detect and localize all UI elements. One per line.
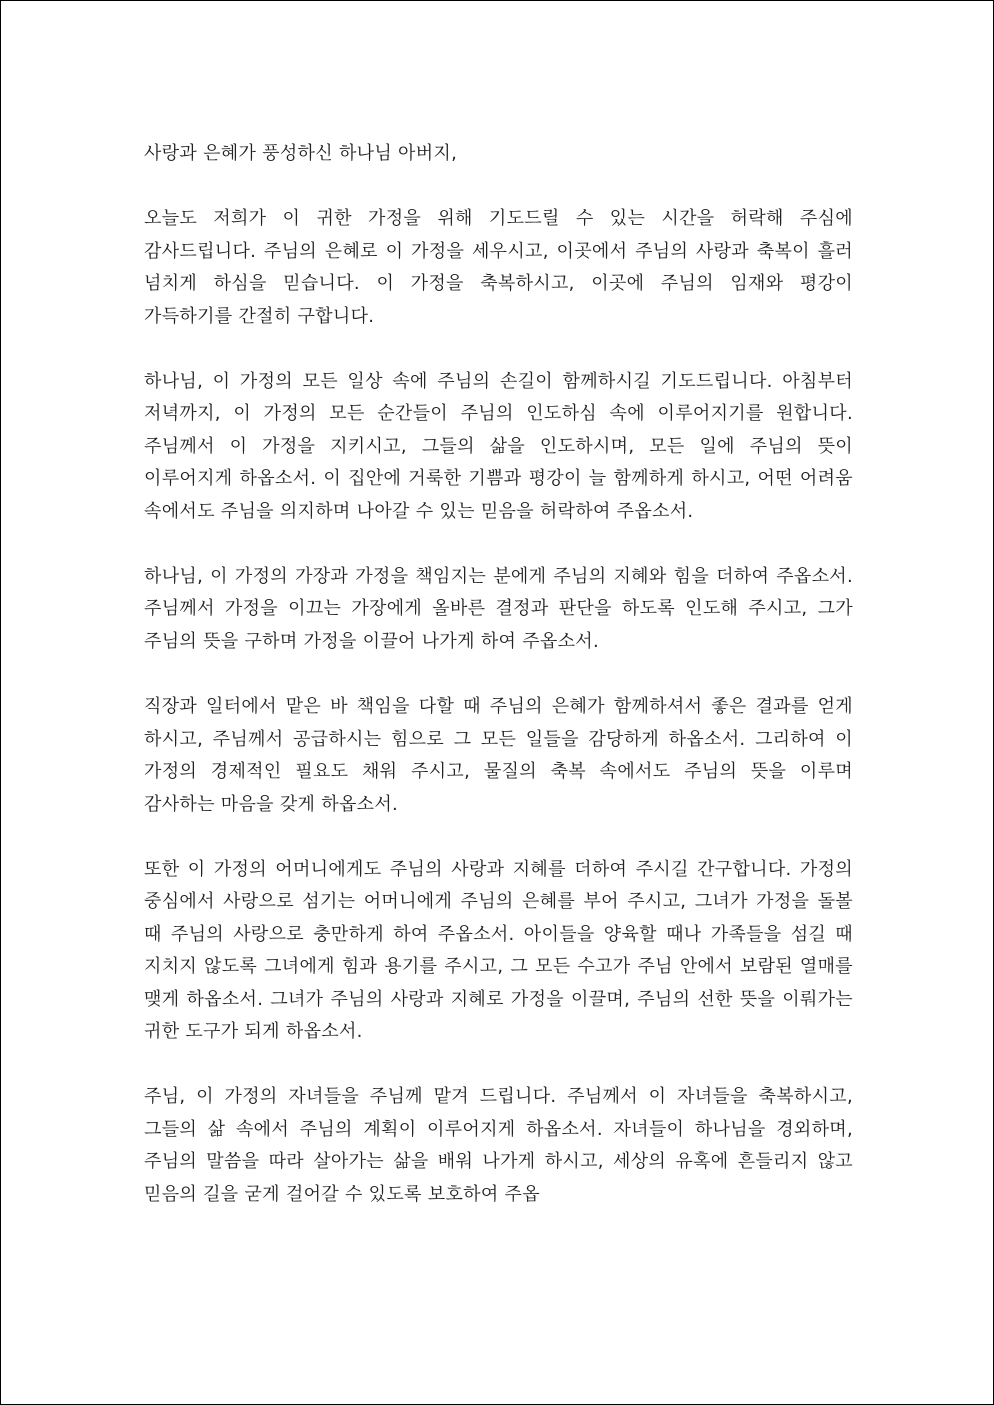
paragraph-children: 주님, 이 가정의 자녀들을 주님께 맡겨 드립니다. 주님께서 이 자녀들을 축복하시고, 그들의 삶 속에서 주님의 계획이 이루어지게 하옵소서. 자녀들이 하나님을 경외하며, 주님의 말씀을 따라 살아가는 삶을 배워 나가게 하시고, 세상의 유혹에 흔들리지 않고 믿음의 길을 굳게 걸어갈 수 있도록 보호하여 주옵 bbox=[144, 1086, 853, 1205]
paragraph-daily-life: 하나님, 이 가정의 모든 일상 속에 주님의 손길이 함께하시길 기도드립니다. 아침부터 저녁까지, 이 가정의 모든 순간들이 주님의 인도하심 속에 이루어지기를 원합니다. 주님께서 이 가정을 지키시고, 그들의 삶을 인도하시며, 모든 일에 주님의 뜻이 이루어지게 하옵소서. 이 집안에 거룩한 기쁨과 평강이 늘 함께하게 하시고, 어떤 어려움 속에서도 주님을 의지하며 나아갈 수 있는 믿음을 허락하여 주옵소서. bbox=[144, 371, 853, 522]
paragraph-head-of-household: 하나님, 이 가정의 가장과 가정을 책임지는 분에게 주님의 지혜와 힘을 더하여 주옵소서. 주님께서 가정을 이끄는 가장에게 올바른 결정과 판단을 하도록 인도해 주시고, 그가 주님의 뜻을 구하며 가정을 이끌어 나가게 하여 주옵소서. bbox=[144, 566, 853, 652]
paragraph-mother: 또한 이 가정의 어머니에게도 주님의 사랑과 지혜를 더하여 주시길 간구합니다. 가정의 중심에서 사랑으로 섬기는 어머니에게 주님의 은혜를 부어 주시고, 그녀가 가정을 돌볼 때 주님의 사랑으로 충만하게 하여 주옵소서. 아이들을 양육할 때나 가족들을 섬길 때 지치지 않도록 그녀에게 힘과 용기를 주시고, 그 모든 수고가 주님 안에서 보람된 열매를 맺게 하옵소서. 그녀가 주님의 사랑과 지혜로 가정을 이끌며, 주님의 선한 뜻을 이뤄가는 귀한 도구가 되게 하옵소서. bbox=[144, 858, 853, 1042]
paragraph-thanksgiving: 오늘도 저희가 이 귀한 가정을 위해 기도드릴 수 있는 시간을 허락해 주심에 감사드립니다. 주님의 은혜로 이 가정을 세우시고, 이곳에서 주님의 사랑과 축복이 흘러 넘치게 하심을 믿습니다. 이 가정을 축복하시고, 이곳에 주님의 임재와 평강이 가득하기를 간절히 구합니다. bbox=[144, 208, 853, 327]
paragraph-workplace: 직장과 일터에서 맡은 바 책임을 다할 때 주님의 은혜가 함께하셔서 좋은 결과를 얻게 하시고, 주님께서 공급하시는 힘으로 그 모든 일들을 감당하게 하옵소서. 그리하여 이 가정의 경제적인 필요도 채워 주시고, 물질의 축복 속에서도 주님의 뜻을 이루며 감사하는 마음을 갖게 하옵소서. bbox=[144, 696, 853, 815]
paragraph-greeting: 사랑과 은혜가 풍성하신 하나님 아버지, bbox=[144, 143, 458, 164]
document-body bbox=[144, 138, 853, 1244]
